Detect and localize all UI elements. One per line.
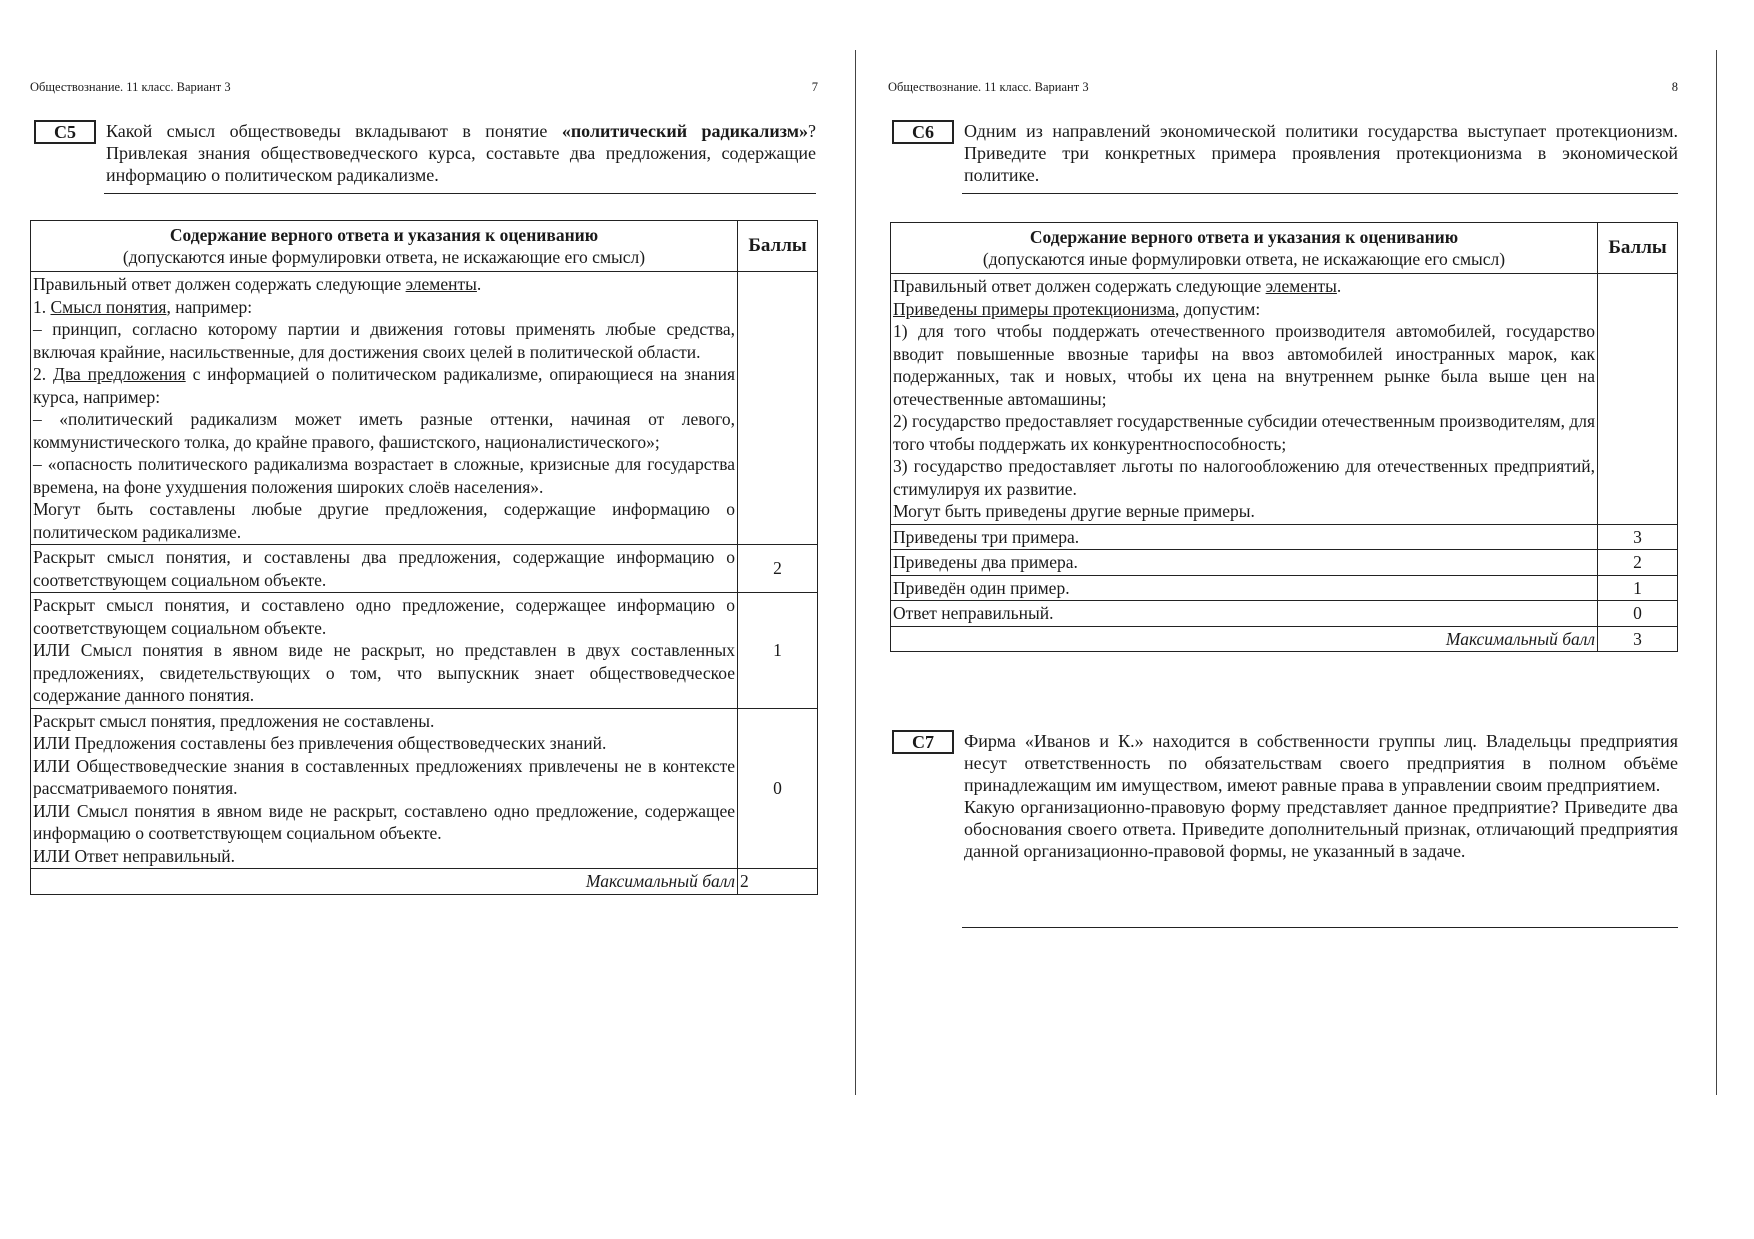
max-score-label: Максимальный балл [31, 869, 738, 895]
table-header-score: Баллы [1598, 223, 1678, 274]
score-value: 0 [1598, 601, 1678, 627]
task-c5 [34, 120, 816, 186]
max-score-value: 3 [1598, 626, 1678, 652]
table-row-max [891, 626, 1678, 652]
table-row-answer [31, 272, 818, 545]
page-header [888, 80, 1678, 95]
score-value: 1 [1598, 575, 1678, 601]
right-page [858, 0, 1754, 1239]
task-text: Одним из направлений экономической политики государства выступает протекционизм. Приведите три конкретных примера проявления протекционизма в экономической политике. [964, 121, 1678, 185]
task-underline [104, 193, 816, 194]
task-c6 [892, 120, 1678, 186]
table-header [31, 221, 818, 272]
task-text: Фирма «Иванов и К.» находится в собственности группы лиц. Владельцы предприятия несут ответственность по обязательствам своего предприятия в полном объёме принадлежащим им имуществом, имеют равные права в управлении своим предприятием. Какую организационно-правовую форму представляет данное предприятие? Приведите два обоснования своего ответа. Приведите дополнительный признак, отличающий предприятия данной организационно-правовой формы, не указанный в задаче. [964, 731, 1678, 861]
answer-content: Правильный ответ должен содержать следующие элементы. 1. Смысл понятия, например: – принцип, согласно которому партии и движения готовы применять любые средства, включая крайние, насильственные, для достижения своих целей в политической области. 2. Два предложения с информацией о политическом радикализме, опирающиеся на знания курса, например: – «политический радикализм может иметь разные оттенки, начиная от левого, коммунистического толка, до крайне правого, фашистского, националистического»; – «опасность политического радикализма возрастает в сложные, кризисные для государства времена, на фоне ухудшения положения широких слоёв населения». Могут быть составлены любые другие предложения, содержащие информацию о политическом радикализме. [31, 272, 738, 545]
max-score-value: 2 [738, 869, 818, 895]
task-code: C5 [34, 120, 96, 144]
left-page [0, 0, 856, 1239]
table-row-score: Ответ неправильный. 0 [891, 601, 1678, 627]
task-code: C7 [892, 730, 954, 754]
task-c7 [892, 730, 1678, 862]
table-header-score: Баллы [738, 221, 818, 272]
table-row-score-2: Раскрыт смысл понятия, и составлены два предложения, содержащие информацию о соответствующем социальном объекте. 2 [31, 545, 818, 593]
table-header-content: Содержание верного ответа и указания к оцениванию (допускаются иные формулировки ответа, не искажающие его смысл) [31, 221, 738, 272]
score-value: 3 [1598, 524, 1678, 550]
table-row-score: Приведены два примера. 2 [891, 550, 1678, 576]
task-underline [962, 927, 1678, 928]
task-underline [962, 193, 1678, 194]
table-row-score: Приведён один пример. 1 [891, 575, 1678, 601]
scoring-table [30, 220, 818, 895]
answer-score-empty [1598, 274, 1678, 525]
answer-score-empty [738, 272, 818, 545]
page-number: 8 [1671, 80, 1678, 94]
task-code: C6 [892, 120, 954, 144]
page-number: 7 [811, 80, 818, 94]
score-value: 2 [738, 545, 818, 593]
table-row-score: Приведены три примера. 3 [891, 524, 1678, 550]
score-value: 1 [738, 593, 818, 709]
table-row-max [31, 869, 818, 895]
max-score-label: Максимальный балл [891, 626, 1598, 652]
score-value: 2 [1598, 550, 1678, 576]
table-header [891, 223, 1678, 274]
table-row-score-1: Раскрыт смысл понятия, и составлено одно предложение, содержащее информацию о соответствующем социальном объекте. ИЛИ Смысл понятия в явном виде не раскрыт, но представлен в двух составленных предложениях, свидетельствующих о том, что выпускник знает обществоведческое содержание данного понятия. 1 [31, 593, 818, 709]
table-row-answer [891, 274, 1678, 525]
scoring-table [890, 222, 1678, 652]
header-title: Обществознание. 11 класс. Вариант 3 [30, 80, 231, 94]
header-title: Обществознание. 11 класс. Вариант 3 [888, 80, 1089, 94]
table-row-score-0: Раскрыт смысл понятия, предложения не составлены. ИЛИ Предложения составлены без привлечения обществоведческих знаний. ИЛИ Обществоведческие знания в составленных предложениях привлечены не в контексте рассматриваемого понятия. ИЛИ Смысл понятия в явном виде не раскрыт, составлено одно предложение, содержащее информацию о соответствующем социальном объекте. ИЛИ Ответ неправильный. 0 [31, 708, 818, 869]
page-header [30, 80, 818, 95]
table-header-content: Содержание верного ответа и указания к оцениванию (допускаются иные формулировки ответа, не искажающие его смысл) [891, 223, 1598, 274]
answer-content: Правильный ответ должен содержать следующие элементы. Приведены примеры протекционизма, допустим: 1) для того чтобы поддержать отечественного производителя автомобилей, государство вводит повышенные ввозные тарифы на ввоз автомобилей иностранных марок, как подержанных, так и новых, чтобы их цена на внутреннем рынке была выше цен на отечественные автомашины; 2) государство предоставляет государственные субсидии отечественным производителям, для того чтобы поддержать их конкурентноспособность; 3) государство предоставляет льготы по налогообложению для отечественных предприятий, стимулируя их развитие. Могут быть приведены другие верные примеры. [891, 274, 1598, 525]
score-value: 0 [738, 708, 818, 869]
task-text: Какой смысл обществоведы вкладывают в понятие «политический радикализм»? Привлекая знания обществоведческого курса, составьте два предложения, содержащие информацию о политическом радикализме. [106, 121, 816, 185]
